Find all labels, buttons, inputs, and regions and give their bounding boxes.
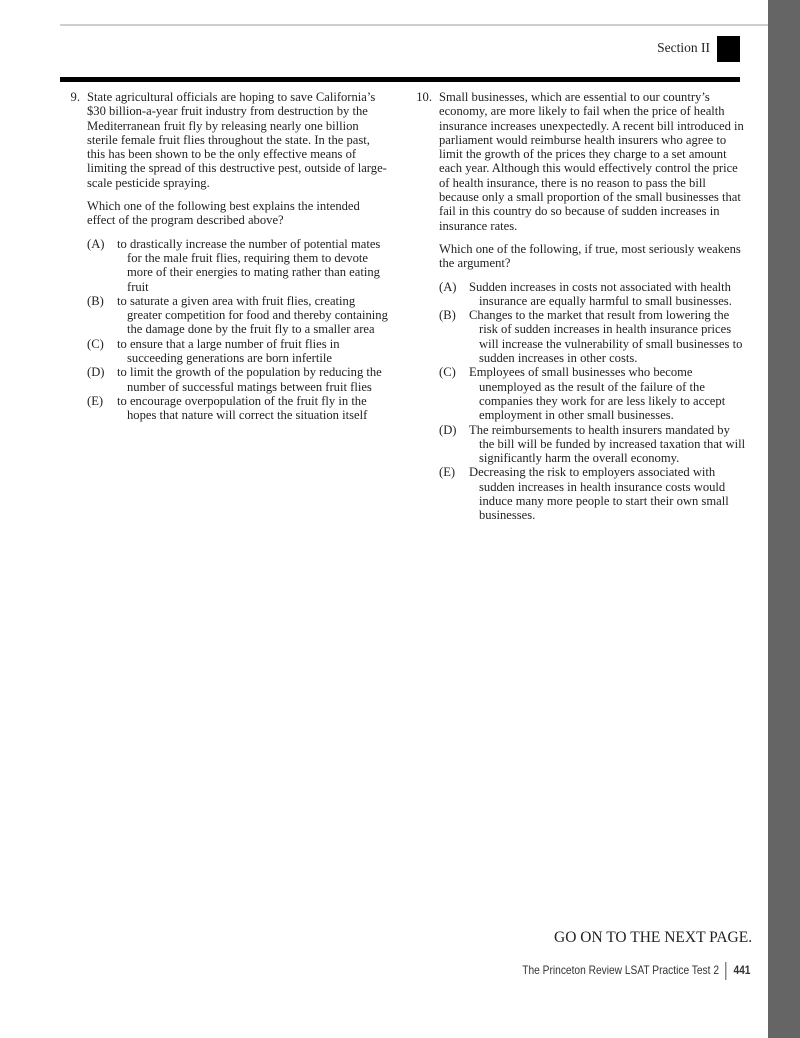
answer-choice-a[interactable]: (A) to drastically increase the number of potential mates for the male fruit flies, requiring them to devote more of their energies to mating rather than eating fruit [87,236,381,294]
page-number: 441 [732,963,750,978]
book-title: The Princeton Review LSAT Practice Test 2 [521,963,719,978]
page-edge-tab [768,0,800,1038]
answer-choice-e[interactable]: (E) to encourage overpopulation of the fruit fly in the hopes that nature will correct the situation itself [87,393,368,423]
page-footer [522,962,750,980]
answer-choice-e[interactable]: (E) Decreasing the risk to employers associated with sudden increases in health insurance costs would induce many more people to start their own small businesses. [439,465,729,523]
answer-choice-a[interactable]: (A) Sudden increases in costs not associated with health insurance are equally harmful to small businesses. [439,279,732,308]
question-number: 9. [70,90,80,104]
answer-choice-b[interactable]: (B) Changes to the market that result from lowering the risk of sudden increases in health insurance prices will increase the vulnerability of small businesses to sudden increases in other costs. [439,308,743,366]
answer-choice-b[interactable]: (B) to saturate a given area with fruit flies, creating greater competition for food and thereby containing the damage done by the fruit fly to a smaller area [87,293,388,337]
question-number: 10. [416,90,432,104]
answer-choice-d[interactable]: (D) The reimbursements to health insurers mandated by the bill will be funded by increased taxation that will significantly harm the overall economy. [439,422,746,466]
section-label: Section II [657,40,710,55]
question-prompt: Which one of the following, if true, most seriously weakens the argument? [439,241,741,271]
question-9 [60,90,390,423]
question-stem: State agricultural officials are hoping to save California’s $30 billion-a-year fruit industry from destruction by the Mediterranean fruit fly by releasing nearly one billion sterile female fruit flies throughout the state. In the past, this has been shown to be the only effective means of limiting the spread of this destructive pest, outside of large-scale pesticide spraying. [87,90,387,190]
question-prompt: Which one of the following best explains the intended effect of the program described above? [87,199,360,228]
answer-choice-c[interactable]: (C) to ensure that a large number of fruit flies in succeeding generations are born infertile [87,336,340,366]
question-10 [412,90,746,523]
header-rule [60,77,740,82]
answer-choice-d[interactable]: (D) to limit the growth of the population by reducing the number of successful matings between fruit flies [87,365,382,394]
section-marker [717,36,740,62]
go-on-notice: GO ON TO THE NEXT PAGE. [554,929,753,946]
footer-divider [725,962,726,980]
question-stem: Small businesses, which are essential to our country’s economy, are more likely to fail when the price of health insurance increases unexpectedly. A recent bill introduced in parliament would reimburse health insurers who agree to limit the growth of the prices they charge to a set amount each year. Although this would effectively control the price of health insurance, there is no reason to pass the bill because only a small proportion of the small businesses that fail in this country do so because of sudden increases in insurance rates. [439,90,744,233]
answer-choice-c[interactable]: (C) Employees of small businesses who become unemployed as the result of the failure of the companies they work for are less likely to accept employment in other small businesses. [439,365,726,423]
top-rule [60,24,768,26]
